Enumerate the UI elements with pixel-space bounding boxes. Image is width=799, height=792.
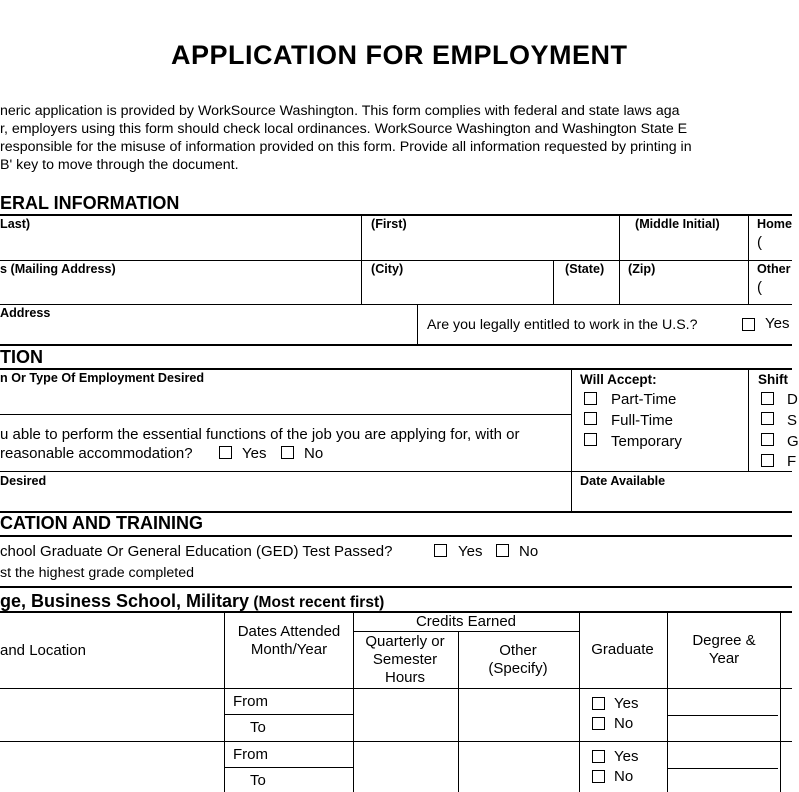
row2-graduate-yes-label: Yes [614, 748, 639, 765]
divider [0, 304, 792, 305]
part-time-label: Part-Time [611, 391, 677, 408]
salary-desired-label: Desired [0, 474, 47, 488]
other-credits-header: Other (Specify) [488, 642, 548, 677]
graduate-column-header: Graduate [591, 641, 654, 658]
will-accept-label: Will Accept: [580, 372, 657, 387]
general-info-heading: ERAL INFORMATION [0, 193, 180, 213]
divider [0, 586, 792, 588]
college-heading-main: ge, Business School, Military [0, 591, 250, 611]
divider [224, 612, 225, 792]
row1-graduate-yes-checkbox[interactable] [592, 697, 605, 710]
row1-graduate-no-label: No [614, 715, 634, 732]
accommodation-no-checkbox[interactable] [281, 446, 294, 459]
divider [579, 612, 580, 792]
full-time-checkbox[interactable] [584, 412, 597, 425]
divider [0, 688, 792, 689]
state-label: (State) [565, 262, 605, 276]
divider [0, 214, 792, 216]
divider [458, 631, 459, 792]
divider [0, 414, 571, 415]
divider [417, 305, 418, 344]
salary-desired-field[interactable] [0, 489, 568, 509]
divider [571, 369, 572, 511]
row2-from-label: From [233, 746, 268, 763]
other-phone-field[interactable] [766, 277, 792, 303]
shift-option-1-label: D [787, 391, 798, 408]
home-phone-label: Home [757, 217, 792, 231]
divider [748, 369, 749, 471]
divider [667, 768, 778, 769]
other-phone-label: Other [757, 262, 791, 276]
divider [667, 715, 778, 716]
row1-graduate-yes-label: Yes [614, 695, 639, 712]
mailing-address-field[interactable] [0, 277, 360, 303]
shift-option-3-checkbox[interactable] [761, 433, 774, 446]
shift-label: Shift [758, 372, 788, 387]
row1-graduate-no-checkbox[interactable] [592, 717, 605, 730]
part-time-checkbox[interactable] [584, 392, 597, 405]
zip-field[interactable] [622, 277, 746, 303]
first-name-label: (First) [371, 217, 407, 231]
legal-yes-label: Yes [765, 315, 790, 332]
city-field[interactable] [362, 277, 552, 303]
accommodation-yes-checkbox[interactable] [219, 446, 232, 459]
middle-initial-field[interactable] [622, 232, 746, 258]
divider [224, 767, 353, 768]
intro-line-1: neric application is provided by WorkSource Washington. This form complies with federal and state laws aga [0, 103, 680, 119]
legal-yes-checkbox[interactable] [742, 318, 755, 331]
accommodation-question-line-1: u able to perform the essential functions of the job you are applying for, with or [0, 426, 520, 443]
divider [553, 261, 554, 304]
last-name-field[interactable] [0, 232, 360, 258]
middle-initial-label: (Middle Initial) [635, 217, 720, 231]
high-school-question: chool Graduate Or General Education (GED) Test Passed? [0, 543, 393, 560]
date-available-label: Date Available [580, 474, 666, 488]
full-time-label: Full-Time [611, 412, 673, 429]
temporary-checkbox[interactable] [584, 433, 597, 446]
page-title: APPLICATION FOR EMPLOYMENT [171, 40, 628, 70]
college-heading-sub: (Most recent first) [249, 594, 385, 611]
divider [0, 344, 792, 346]
divider [619, 215, 620, 304]
first-name-field[interactable] [362, 232, 617, 258]
row2-to-label: To [250, 772, 266, 789]
divider [361, 215, 362, 304]
employment-type-field[interactable] [0, 386, 568, 412]
city-label: (City) [371, 262, 404, 276]
intro-line-3: responsible for the misuse of information provided on this form. Provide all information requested by printing in [0, 139, 692, 155]
dates-column-header: Dates Attended Month/Year [237, 623, 341, 658]
shift-option-2-label: S [787, 412, 798, 429]
high-school-no-checkbox[interactable] [496, 544, 509, 557]
divider [0, 535, 792, 537]
temporary-label: Temporary [611, 433, 682, 450]
intro-line-4: B' key to move through the document. [0, 157, 239, 173]
row1-from-label: From [233, 693, 268, 710]
shift-option-4-label: F [787, 453, 797, 470]
degree-year-header: Degree & Year [692, 632, 756, 667]
divider [0, 368, 792, 370]
row2-graduate-no-checkbox[interactable] [592, 770, 605, 783]
mailing-address-label: s (Mailing Address) [0, 262, 116, 276]
divider [748, 215, 749, 304]
row2-graduate-yes-checkbox[interactable] [592, 750, 605, 763]
divider [354, 631, 579, 632]
shift-option-4-checkbox[interactable] [761, 454, 774, 467]
row1-to-label: To [250, 719, 266, 736]
legal-work-question: Are you legally entitled to work in the U.S.? [427, 317, 698, 333]
intro-line-2: r, employers using this form should check local ordinances. WorkSource Washington and Washington State E [0, 121, 688, 137]
employment-type-label: n Or Type Of Employment Desired [0, 371, 205, 385]
zip-label: (Zip) [628, 262, 656, 276]
email-address-field[interactable] [0, 321, 414, 343]
shift-option-2-checkbox[interactable] [761, 412, 774, 425]
state-field[interactable] [556, 277, 618, 303]
accommodation-no-label: No [304, 445, 324, 462]
divider [224, 714, 353, 715]
high-school-no-label: No [519, 543, 539, 560]
accommodation-question-line-2: reasonable accommodation? [0, 445, 193, 462]
highest-grade-field[interactable] [220, 563, 580, 583]
location-column-header: and Location [0, 642, 86, 659]
other-phone-paren: ( [757, 279, 762, 296]
high-school-yes-label: Yes [458, 543, 483, 560]
education-heading: CATION AND TRAINING [0, 513, 203, 533]
last-name-label: Last) [0, 217, 31, 231]
row2-graduate-no-label: No [614, 768, 634, 785]
email-address-label: Address [0, 306, 51, 320]
divider [353, 612, 354, 792]
credits-earned-header: Credits Earned [415, 613, 517, 630]
shift-option-3-label: G [787, 433, 799, 450]
divider [667, 612, 668, 792]
high-school-yes-checkbox[interactable] [434, 544, 447, 557]
date-available-field[interactable] [576, 489, 792, 509]
divider [0, 260, 792, 261]
divider [780, 612, 781, 792]
shift-option-1-checkbox[interactable] [761, 392, 774, 405]
home-phone-paren: ( [757, 234, 762, 251]
accommodation-yes-label: Yes [242, 445, 267, 462]
divider [0, 741, 792, 742]
quarterly-hours-header: Quarterly or Semester Hours [365, 633, 445, 686]
college-heading [0, 591, 384, 612]
position-heading: TION [0, 347, 43, 367]
highest-grade-label: st the highest grade completed [0, 565, 195, 581]
divider [0, 471, 792, 472]
home-phone-field[interactable] [766, 232, 792, 258]
